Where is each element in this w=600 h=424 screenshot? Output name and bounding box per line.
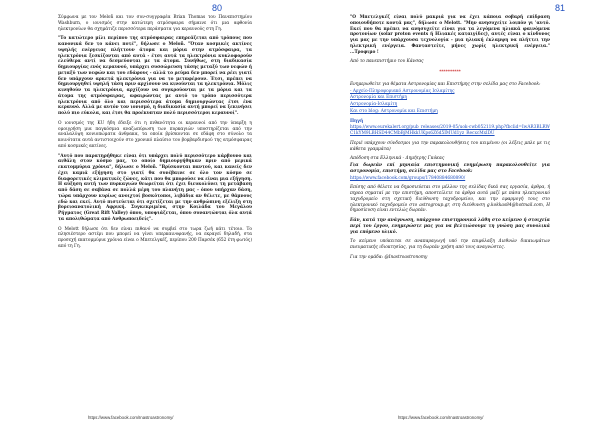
author-credit: Για την ομάδα: @Inastroastronomy [350, 254, 428, 260]
footnote-submissions: Επίσης από θέλετε να δημοσιεύεται στο μέλλον της σελίδας δικά σας εργασία, άρθρα, ή πηρεα σηματαί με την επιστήμη, αποστείλετε τα άρθρα αυτά μαζί με πάσα ηλεκτρονικό ταχυδρομείο στη σχετική διεύθυνση ταχυδρομείου, και την εφαρμογή τους στο ηλεκτρονικό ταχυδρομείο στο astrogroup.gr, στη διεύθυνση g.kokkas84@hotmail.com, Η δημοσίευση είναι εντελώς δωρεάν. [350, 185, 550, 214]
footer-link-left[interactable]: https://www.facebook.com/Inastroastronomy/ [88, 415, 174, 420]
left-quote-2: "Αυτό που παρατηρήθηκε είναι ότι υπάρχει πολύ περισσότερο κάρβουνο και αιθάλη στον κόσμο μας, το οποίο δημιουργήθηκαν πριν από μερικά εκατομμύρια χρόνια", δήλωσε ο Meloñ. "Βρίσκονται παντού, και κανείς δεν έχει καμιά εξήγηση στο γιατί θα συνέβαινε σε όλο τον κόσμο σε διαφορετικές κλιματικές ζώνες, κάτι που θα μπορούσε να είναι μια εξήγηση. Η αύξηση αυτή των πυρκαγιών θεωρείται ότι έχει διευκολύνει τη μετάβαση από δάση σε σαβάνα σε πολλά μέρη του πλανήτη μας - όπου υπήρχαν δάση, τώρα υπάρχουν κυρίως ανοιχτοί βοσκότοποι, λιβάδια αν θέλετε, με θάμνους εδώ και εκεί. Αυτό πιστεύεται ότι σχετίζεται με την ανθρώπινη εξέλιξη στη βορειοανατολική Αφρική. Συγκεκριμένα, στην Κοιλάδα του Μεγάλου Ρήγματος (Great Rift Valley) όπου, υποψιάζεται, όπου συναντώνται όλα αυτά τα απολιθώματα από Ανθρωποειδείς". [58, 153, 252, 222]
link-blog[interactable]: Και στο blog: Αστρονομία και Επιστήμη [350, 108, 438, 114]
right-quote: "Ο Μπετελγκέζ είναι πολύ μακριά για να έχει κάποια σοβαρή επίδραση οποιουδήποτε κοντά μας", δήλωσε ο Melott. "Μην ανησυχείτε λοιπόν γι 'αυτό. Εκεί που θα πρέπει να ανησυχείτε είναι για τα λεγόμενα ηλιακά φαινόμενα προτονίων (solar proton events ή Ηλιακές καταιγίδες), αυτές είναι ο κίνδυνος για μας με την υπάρχουσα τεχνολογία - μια ηλιακή έκλαμψη να πλήττει την ηλεκτρική ενέργεια. Φανταστείτε, μήνες χωρίς ηλεκτρική ενέργεια." ...Τροφιμο ! [350, 15, 550, 55]
resources-intro: Ενημερωθείτε για θέματα Αστρονομίας και Επιστήμης στην σελίδα μας στο Facebook: [350, 81, 541, 87]
publication-credit: Απόδοση στα Ελληνικά - Δημήτρης Γκόκας [350, 156, 445, 162]
closing-copyright: Το κείμενο υπόκειται σε αναπαραγωγή υπό την επιφύλαξη Διεθνών δικαιωμάτων πνευματικής ιδιοκτησίας, για τη δωρεάν χρήση από τους αναγνώστες. [350, 239, 550, 250]
public-note: Για δωρεάν επί μηνιαία επιστημονική ενημέρωση παρακολουθείτε για αστρονομία, επιστήμη, σελίδα μας στο Facebook: [350, 163, 550, 174]
right-page [300, 0, 600, 424]
left-column [58, 15, 252, 254]
footer-link-right[interactable]: https://www.facebook.com/Inastroastronomy/ [398, 415, 484, 420]
link-astronomy-science[interactable]: Αστρονομία και Επιστήμη [350, 95, 408, 101]
left-paragraph-2: Ο ιονισμός της ΚU ήδη έδειξε ότι η πιθανότητα οι κεραυνοί από την ύπαρξη η ομοιγρήση μια παγκόσμια αναζωπύρωση των πυρκαγιών υποστηρίζεται από την αναλαλύψη κονιοπώματα άνθρακα, τα οποία βρίσκονται σε εδάφη στο σύνολο τα κοινότατα αυτά αντιστοιχούν στο χρονικό πλαίσιο του βομβαρδισμού της ατμόσφαιρας από κοσμικές ακτίνες. [58, 120, 252, 149]
left-paragraph-1: Σύμφωνα με τον Meloñ και τον συν-συγγραφέα Brian Thomas του Πανεπιστημίου Washburn, ο ιονισμός στην κατώτερη ατμόσφαιρα σήμαινε ότι μια αφθονία ηλεκτρονίων θα σχημάτιζε περισσότερα περάσματα για κεραυνούς στη Γη. [58, 15, 252, 32]
right-column [350, 15, 550, 265]
section-separator: ********** [439, 70, 461, 75]
page-number-left: 80 [212, 3, 223, 13]
facebook-group-link[interactable]: https://www.facebook.com/groups/17840884680890/ [350, 175, 466, 181]
left-quote-1: "Το κατώτερο μίλι περίπου της ατμόσφαιρας επηρεάζεται από τρόπους που κανονικά δεν το κάνει ποτέ", δήλωσε ο Meloñ. "Όταν κοσμικές ακτίνες υψηλής ενέργειας πλήττουν άτομα και μόρια στην ατμόσφαιρα, τα ηλεκτρόνια ξεσκίζονται από αυτά - έτσι αυτά τα ηλεκτρόνια κυκλοφορούν ελεύθερα αντί να δεσμεύονται με τα άτομα. Συνήθως, στη διαδικασία δημιουργίας ενός κεραυνού, υπάρχει συσσώρευση τάσης μεταξύ των νεφών ή μεταξύ των νεφών και του εδάφους - αλλά το ρεύμα δεν μπορεί να ρέει γιατί δεν υπάρχουν αρκετά ηλεκτρόνια για να το μεταφέρουν. Έτσι, πρέπει να δημιουργηθεί υψηλή τάση πριν αρχίσουν να κινούνται τα ηλεκτρόνια. Μόλις κινηθούν τα ηλεκτρόνια, αρχίζουν να συγκρούονται με τα μόρια και τα άτομα της ατμόσφαιρας, αφαιρώντας με αυτό το τρόπο περισσότερα ηλεκτρόνια από όλο και περισσότερα άτομα δημιουργώντας έτσι ένα κεραυνό. Αλλά με αυτόν τον ιονισμό, η διαδικασία αυτή μπορεί να ξεκινήσει πολύ πιο εύκολα, και έτσι θα προέκυπταν πολύ περισσότεροι κεραυνοί". [58, 36, 252, 116]
link-archive[interactable]: - Αρχείο-Πληροφοριακό Αστρονομίας Ισλαμίτης [350, 88, 455, 94]
source-label: Πηγή [350, 118, 364, 124]
translator-note: Από το πανεπιστήμιο του Κάνσας [350, 59, 424, 65]
source-url[interactable]: https://www.eurekalert.org/pub_releases/2019-05/uok-cwb052119.php?fbclid=IwAR3BLRWC1kYM9LBHSD44CMbBjMHkkUKps6Z6d5IMUd1yz_RecxcMxlDU [350, 125, 550, 136]
left-paragraph-3: Ο Melott δήλωσε ότι δεν είναι πιθανό να συμβεί στο τωρα ζωή κάτι τέτοιο. Το πλησιέστερο αστέρι που μπορεί να γίνει υπερκαινοφανής, να εκραγεί δηλαδή, στα προσεχή εκατομμύρια χρόνια είναι ο Μπετελγκέζ, περίπου 200 Παρσέκ (652 έτη φωτός) από τη Γη. [58, 226, 252, 249]
links-note: Περιέ υπάρχουν σύνδεσμοι για την παρακολουθήσεις του κειμένου (οι λέξεις μπλε με τις κάθετα γραμμάτα) [350, 140, 550, 152]
closing-errors: Εάν, κατά την ανάγνωση, υπάρχουν επιστημονικά λάθη στο κείμενο ή στοιχεία περί του έργου, ενημερώστε μας για να βελτιώσουμε τη γνώση μας συνολικά για επόμενο υλικό. [350, 218, 550, 235]
page-number-right: 81 [555, 3, 566, 13]
link-astronomy-islamiti[interactable]: Αστρονομία-Ισλαμίτη [350, 102, 398, 107]
